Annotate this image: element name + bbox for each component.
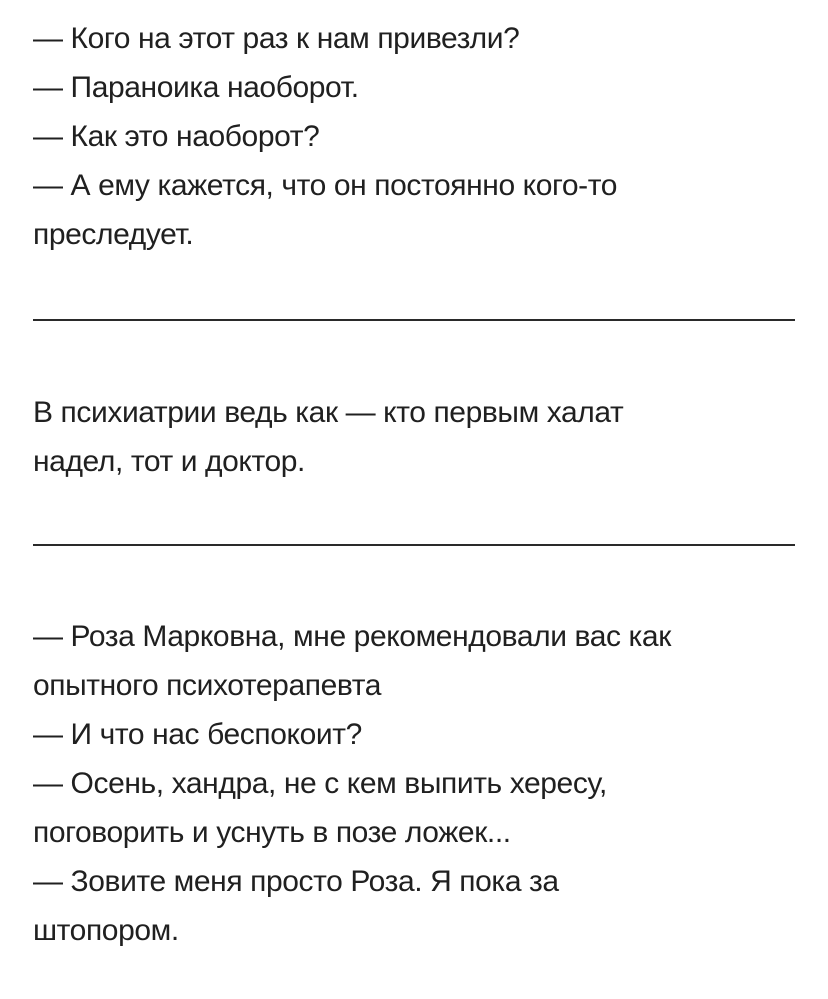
joke-3: [33, 612, 671, 955]
joke-line: штопором.: [33, 914, 179, 947]
joke-line: — Осень, хандра, не с кем выпить хересу,: [33, 767, 607, 800]
joke-line: преследует.: [33, 218, 194, 251]
joke-line: — Кого на этот раз к нам привезли?: [33, 22, 520, 55]
joke-line: — Параноика наоборот.: [33, 71, 359, 104]
joke-line: — И что нас беспокоит?: [33, 718, 362, 751]
joke-line: опытного психотерапевта: [33, 669, 382, 702]
joke-line: — Зовите меня просто Роза. Я пока за: [33, 865, 559, 898]
joke-divider: [33, 544, 795, 546]
joke-line: В психиатрии ведь как — кто первым халат: [33, 396, 624, 429]
joke-line: — Роза Марковна, мне рекомендовали вас как: [33, 620, 671, 653]
joke-line: — А ему кажется, что он постоянно кого-то: [33, 169, 618, 202]
joke-1: [33, 14, 617, 259]
joke-line: надел, тот и доктор.: [33, 445, 305, 478]
joke-line: поговорить и уснуть в позе ложек...: [33, 816, 511, 849]
joke-line: — Как это наоборот?: [33, 120, 320, 153]
joke-2: [33, 388, 623, 486]
joke-divider: [33, 319, 795, 321]
